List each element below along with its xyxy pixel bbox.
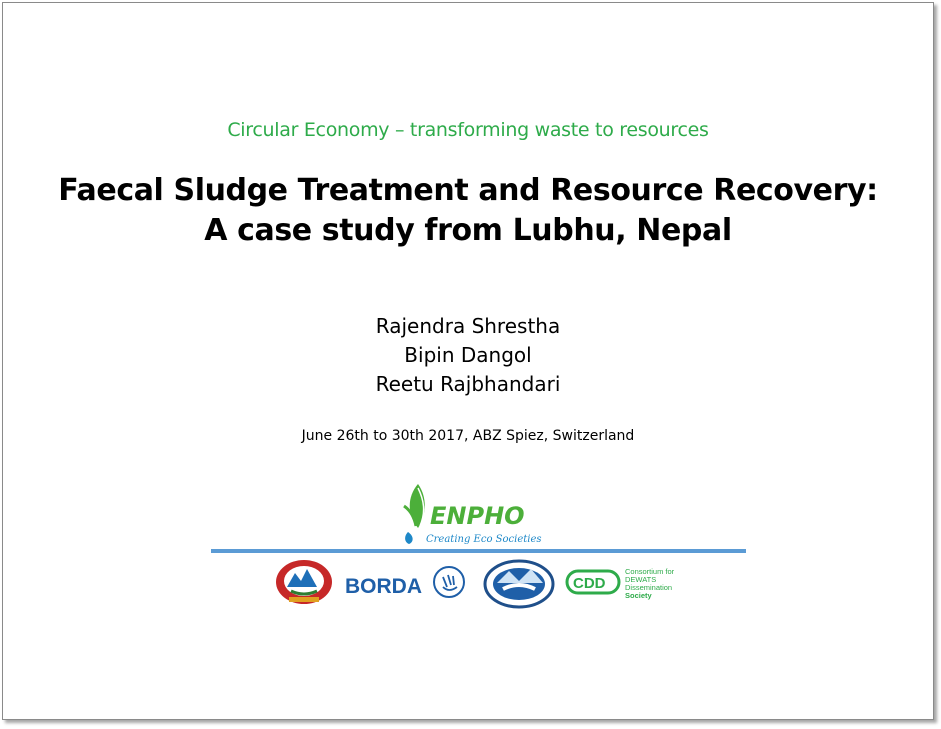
slide [2,2,934,720]
author-list [3,312,933,399]
enpho-name: ENPHO [430,502,525,530]
slide-title [3,171,933,251]
title-line-1: Faecal Sludge Treatment and Resource Recovery: [58,173,878,208]
cdd-text-1: Consortium for [625,567,675,576]
cdd-text-2: DEWATS [625,575,657,584]
borda-hand-icon [434,567,464,597]
borda-logo [345,563,469,603]
leaf-drop-icon [404,484,425,544]
borda-name: BORDA [345,575,422,598]
partner-oval-logo [483,559,555,609]
cdd-abbrev: CDD [573,575,606,592]
enpho-tagline: Creating Eco Societies [426,534,542,545]
author-name: Reetu Rajbhandari [375,372,561,396]
author-name: Rajendra Shrestha [375,314,561,338]
author-name: Bipin Dangol [404,343,532,367]
nepal-emblem-logo [273,557,335,607]
cdd-logo [565,563,695,603]
cdd-text-3: Dissemination [625,583,673,592]
event-details: June 26th to 30th 2017, ABZ Spiez, Switzerland [301,428,635,444]
enpho-logo [396,476,546,548]
divider-line [211,549,746,553]
cdd-text-4: Society [625,591,652,600]
title-line-2: A case study from Lubhu, Nepal [204,213,732,248]
slide-subtitle: Circular Economy – transforming waste to resources [227,119,709,141]
